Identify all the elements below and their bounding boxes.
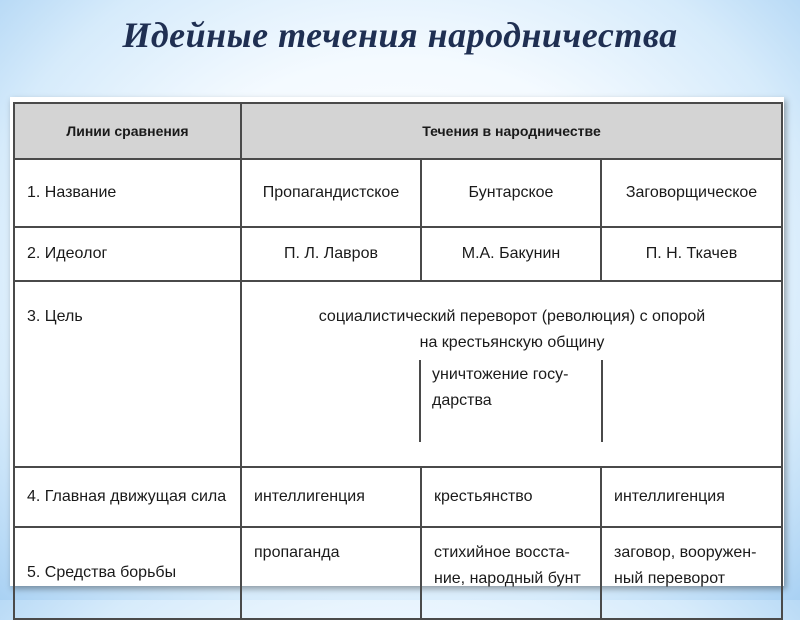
goal-common-text bbox=[242, 304, 782, 356]
row-label-name: 1. Название bbox=[14, 159, 241, 227]
cell-means-conspiracy bbox=[601, 527, 782, 619]
goal-line-2: на крестьянскую общину bbox=[419, 334, 605, 351]
row-label-ideologist: 2. Идеолог bbox=[14, 227, 241, 281]
row-label-driving-force: 4. Главная движущая сила bbox=[14, 467, 241, 527]
header-movements: Течения в народничестве bbox=[241, 103, 782, 159]
header-comparison-lines: Линии сравнения bbox=[14, 103, 241, 159]
means-propaganda-line-1: пропаганда bbox=[254, 544, 340, 561]
row-label-goal: 3. Цель bbox=[14, 281, 241, 467]
cell-goal bbox=[241, 281, 782, 467]
means-conspiracy-line-1: заговор, вооружен- bbox=[614, 544, 757, 561]
cell-means-rebel bbox=[421, 527, 601, 619]
goal-extra-line-1: уничтожение госу- bbox=[432, 366, 569, 383]
table-row bbox=[14, 227, 782, 281]
row-label-means: 5. Средства борьбы bbox=[14, 527, 241, 619]
table-row bbox=[14, 159, 782, 227]
cell-force-conspiracy: интеллигенция bbox=[601, 467, 782, 527]
goal-divider-left bbox=[419, 360, 421, 442]
comparison-table bbox=[13, 102, 783, 620]
goal-line-1: социалистический переворот (революция) с опорой bbox=[318, 308, 706, 325]
slide-title: Идейные течения народничества bbox=[122, 15, 678, 55]
cell-force-rebel: крестьянство bbox=[421, 467, 601, 527]
table-row bbox=[14, 467, 782, 527]
means-rebel-line-1: стихийное восста- bbox=[434, 544, 570, 561]
goal-extra-text bbox=[432, 362, 592, 414]
cell-name-conspiracy: Заговорщическое bbox=[601, 159, 782, 227]
table-row bbox=[14, 527, 782, 619]
table-header-row bbox=[14, 103, 782, 159]
cell-name-propaganda: Пропагандистское bbox=[241, 159, 421, 227]
cell-ideologist-tkachev: П. Н. Ткачев bbox=[601, 227, 782, 281]
cell-force-propaganda: интеллигенция bbox=[241, 467, 421, 527]
means-conspiracy-line-2: ный переворот bbox=[614, 570, 726, 587]
table-row bbox=[14, 281, 782, 467]
cell-means-propaganda bbox=[241, 527, 421, 619]
means-rebel-line-2: ние, народный бунт bbox=[434, 570, 581, 587]
cell-ideologist-bakunin: М.А. Бакунин bbox=[421, 227, 601, 281]
cell-ideologist-lavrov: П. Л. Лавров bbox=[241, 227, 421, 281]
cell-name-rebel: Бунтарское bbox=[421, 159, 601, 227]
goal-divider-right bbox=[601, 360, 603, 442]
goal-extra-line-2: дарства bbox=[432, 392, 492, 409]
